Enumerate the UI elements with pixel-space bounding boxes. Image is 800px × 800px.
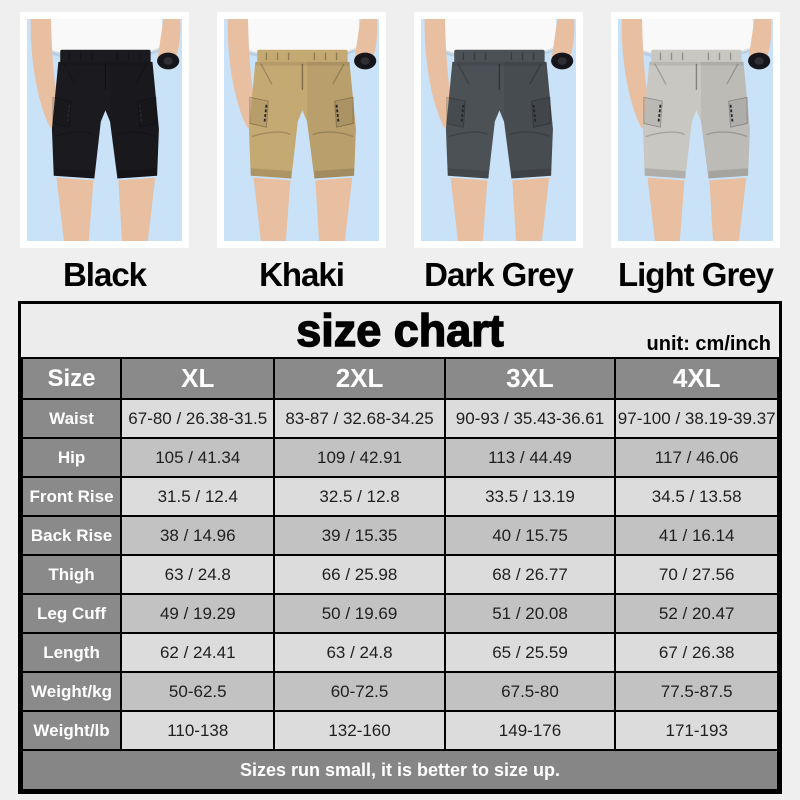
table-row-front-rise [22,477,778,516]
size-chart-section [18,301,782,794]
table-cell: 105 / 41.34 [121,438,274,477]
table-cell: 41 / 16.14 [615,516,778,555]
shorts-model-illustration [421,19,576,241]
shorts-model-illustration [224,19,379,241]
table-cell: 149-176 [445,711,616,750]
table-cell: 39 / 15.35 [274,516,444,555]
table-cell: 63 / 24.8 [274,633,444,672]
table-row-weight-kg [22,672,778,711]
column-header-size: Size [22,358,121,399]
product-photo-black [20,12,189,248]
product-tile-khaki [217,12,386,301]
table-cell: 77.5-87.5 [615,672,778,711]
table-cell: 113 / 44.49 [445,438,616,477]
column-header-xl: XL [121,358,274,399]
size-chart-title: size chart [296,305,504,356]
table-cell: 67 / 26.38 [615,633,778,672]
product-label: Black [62,255,147,293]
unit-label: unit: cm/inch [646,333,771,355]
table-cell: 97-100 / 38.19-39.37 [615,399,778,438]
table-cell: 110-138 [121,711,274,750]
table-row-leg-cuff [22,594,778,633]
product-label: Light Grey [617,255,774,293]
size-table [21,357,779,791]
table-cell: 51 / 20.08 [445,594,616,633]
product-tile-black [20,12,189,301]
table-cell: 70 / 27.56 [615,555,778,594]
row-label: Weight/lb [22,711,121,750]
row-label: Back Rise [22,516,121,555]
size-note: Sizes run small, it is better to size up. [22,750,778,790]
table-cell: 33.5 / 13.19 [445,477,616,516]
product-label: Khaki [259,255,344,293]
table-cell: 62 / 24.41 [121,633,274,672]
product-tile-light-grey [611,12,780,301]
row-label: Length [22,633,121,672]
row-label: Weight/kg [22,672,121,711]
shorts-model-illustration [618,19,773,241]
row-label: Hip [22,438,121,477]
product-tile-dark-grey [414,12,583,301]
table-cell: 38 / 14.96 [121,516,274,555]
column-header-2xl: 2XL [274,358,444,399]
table-row-hip [22,438,778,477]
column-header-3xl: 3XL [445,358,616,399]
table-row-waist [22,399,778,438]
table-cell: 60-72.5 [274,672,444,711]
table-row-back-rise [22,516,778,555]
table-cell: 132-160 [274,711,444,750]
row-label: Thigh [22,555,121,594]
table-cell: 67.5-80 [445,672,616,711]
product-color-gallery [0,0,800,301]
table-cell: 63 / 24.8 [121,555,274,594]
table-cell: 171-193 [615,711,778,750]
table-cell: 68 / 26.77 [445,555,616,594]
table-cell: 50 / 19.69 [274,594,444,633]
table-row-weight-lb [22,711,778,750]
table-cell: 31.5 / 12.4 [121,477,274,516]
size-chart-title-band [21,304,779,357]
table-row-thigh [22,555,778,594]
table-cell: 67-80 / 26.38-31.5 [121,399,274,438]
row-label: Waist [22,399,121,438]
product-photo-khaki [217,12,386,248]
table-cell: 66 / 25.98 [274,555,444,594]
product-photo-light-grey [611,12,780,248]
product-label: Dark Grey [424,255,573,293]
table-cell: 65 / 25.59 [445,633,616,672]
product-photo-dark-grey [414,12,583,248]
shorts-model-illustration [27,19,182,241]
table-cell: 117 / 46.06 [615,438,778,477]
table-cell: 109 / 42.91 [274,438,444,477]
row-label: Front Rise [22,477,121,516]
table-cell: 32.5 / 12.8 [274,477,444,516]
table-cell: 83-87 / 32.68-34.25 [274,399,444,438]
table-footer-row [22,750,778,790]
table-cell: 50-62.5 [121,672,274,711]
size-table-header-row [22,358,778,399]
row-label: Leg Cuff [22,594,121,633]
table-row-length [22,633,778,672]
table-cell: 90-93 / 35.43-36.61 [445,399,616,438]
column-header-4xl: 4XL [615,358,778,399]
table-cell: 49 / 19.29 [121,594,274,633]
table-cell: 52 / 20.47 [615,594,778,633]
table-cell: 34.5 / 13.58 [615,477,778,516]
table-cell: 40 / 15.75 [445,516,616,555]
